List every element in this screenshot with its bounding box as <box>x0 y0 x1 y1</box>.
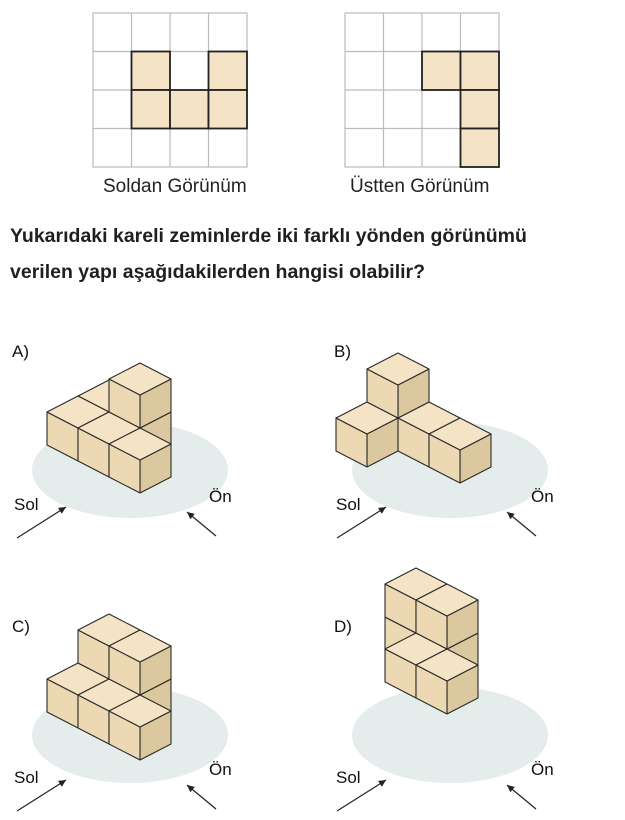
option-c-left-arrow-head <box>58 780 66 787</box>
left-view-label: Soldan Görünüm <box>103 176 247 197</box>
option-b-left-label: Sol <box>336 495 361 514</box>
option-a-left-arrow-head <box>58 507 66 514</box>
option-c-figure <box>0 620 250 820</box>
option-d-letter: D) <box>334 617 352 636</box>
filled-cell <box>461 129 500 168</box>
option-a-figure <box>0 360 250 560</box>
option-b-letter: B) <box>334 342 351 361</box>
option-d-left-arrow-head <box>378 780 386 787</box>
option-b-left-arrow-head <box>378 507 386 514</box>
question-line-2: verilen yapı aşağıdakilerden hangisi olabilir? <box>10 261 426 283</box>
left-view-grid <box>93 13 293 173</box>
option-a-left-label: Sol <box>14 495 39 514</box>
option-c-front-label: Ön <box>209 760 232 779</box>
filled-cell <box>461 52 500 91</box>
filled-cell <box>170 90 209 129</box>
option-a-front-label: Ön <box>209 487 232 506</box>
option-d-figure <box>320 620 570 820</box>
option-c-letter: C) <box>12 617 30 636</box>
option-b-front-label: Ön <box>531 487 554 506</box>
top-view-label: Üstten Görünüm <box>350 176 490 197</box>
option-d-left-label: Sol <box>336 768 361 787</box>
filled-cell <box>461 90 500 129</box>
option-c-left-label: Sol <box>14 768 39 787</box>
filled-cell <box>132 52 171 91</box>
top-view-grid <box>345 13 545 173</box>
question-text <box>10 218 622 290</box>
filled-cell <box>422 52 461 91</box>
option-d-front-label: Ön <box>531 760 554 779</box>
filled-cell <box>209 52 248 91</box>
question-line-1: Yukarıdaki kareli zeminlerde iki farklı yönden görünümü <box>10 225 527 247</box>
filled-cell <box>132 90 171 129</box>
option-a-letter: A) <box>12 342 29 361</box>
filled-cell <box>209 90 248 129</box>
